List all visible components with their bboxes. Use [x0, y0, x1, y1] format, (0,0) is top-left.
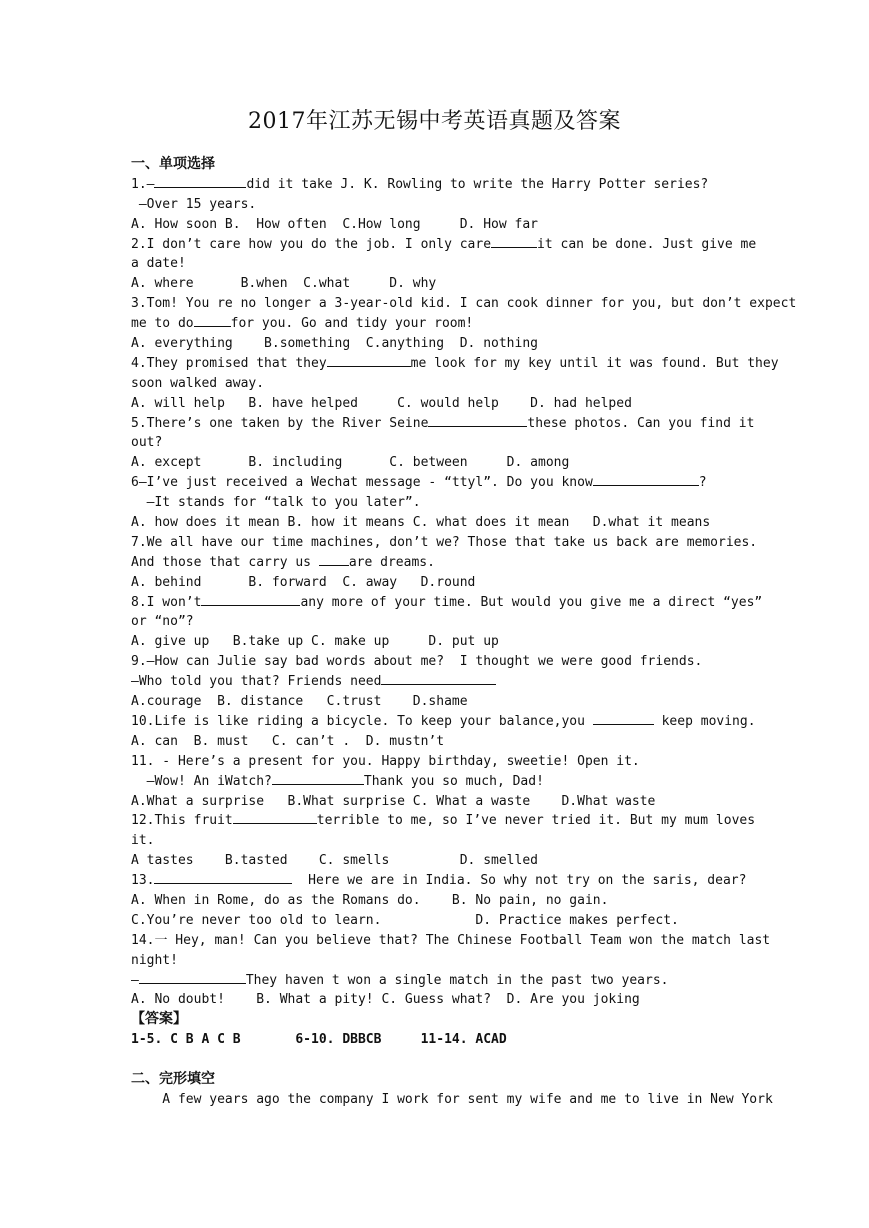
answer-blank — [491, 235, 537, 248]
text-line: —Over 15 years. — [131, 196, 257, 212]
text-line — [131, 314, 741, 334]
text-line: A tastes B.tasted C. smells D. smelled — [131, 853, 538, 869]
text-line: A. how does it mean B. how it means C. what does it mean D.what it means — [131, 515, 711, 531]
text-line: A. where B.when C.what D. why — [131, 276, 437, 292]
text-line: A. everything B.something C.anything D. nothing — [131, 336, 538, 352]
text-line: 14.一 Hey, man! Can you believe that? The Chinese Football Team won the match last — [131, 932, 771, 948]
text-line — [131, 672, 741, 692]
line-text: 10.Life is like riding a bicycle. To keep your balance,you — [131, 713, 593, 729]
line-text: these photos. Can you find it — [527, 415, 755, 431]
answer-blank — [154, 871, 292, 884]
text-line — [131, 772, 741, 792]
text-line: A. give up B.take up C. make up D. put up — [131, 634, 499, 650]
text-line: a date! — [131, 256, 186, 272]
question-list — [131, 175, 797, 1010]
text-line — [131, 414, 755, 434]
answer-blank — [593, 473, 699, 486]
answer-blank — [194, 314, 231, 327]
answer-blank — [593, 712, 654, 725]
text-line — [131, 354, 779, 374]
line-text: are dreams. — [348, 554, 435, 570]
line-text: 2.I don’t care how you do the job. I only care — [131, 236, 492, 252]
text-line — [131, 593, 763, 613]
answer-blank — [139, 971, 246, 984]
document-body — [131, 155, 797, 1110]
answer-blank — [428, 414, 527, 427]
text-line — [131, 473, 741, 493]
text-line — [131, 175, 741, 195]
line-text: did it take J. K. Rowling to write the Harry Potter series? — [246, 176, 709, 192]
answer-blank — [319, 553, 349, 566]
text-line: 7.We all have our time machines, don’t we? Those that take us back are memories. — [131, 534, 758, 550]
answer-key: 1-5. C B A C B 6-10. DBBCB 11-14. ACAD — [131, 1032, 507, 1048]
text-line — [131, 871, 747, 891]
text-line: or “no”? — [131, 614, 194, 630]
line-text: me look for my key until it was found. But they — [410, 355, 779, 371]
line-text: 1.— — [131, 176, 155, 192]
line-text: And those that carry us — [131, 554, 319, 570]
line-text: —Who told you that? Friends need — [131, 674, 382, 690]
answer-blank — [233, 811, 317, 824]
text-line — [131, 235, 757, 255]
line-text: 6—I’ve just received a Wechat message - “ttyl”. Do you know — [131, 475, 593, 491]
page-title: 2017年江苏无锡中考英语真题及答案 — [248, 109, 621, 134]
line-text: Here we are in India. So why not try on the saris, dear? — [292, 873, 747, 889]
line-text: —Wow! An iWatch? — [131, 773, 272, 789]
text-line: —It stands for “talk to you later”. — [131, 495, 421, 511]
text-line: A. behind B. forward C. away D.round — [131, 574, 476, 590]
line-text: for you. Go and tidy your room! — [230, 316, 474, 332]
section-heading-cloze: 二、完形填空 — [131, 1070, 215, 1087]
text-line: A. No doubt! B. What a pity! C. Guess what? D. Are you joking — [131, 992, 640, 1008]
text-line: 9.—How can Julie say bad words about me? I thought we were good friends. — [131, 654, 703, 670]
line-text: 4.They promised that they — [131, 355, 327, 371]
answer-blank — [272, 772, 364, 785]
answer-blank — [381, 672, 496, 685]
text-line: night! — [131, 952, 178, 968]
section-heading-single-choice: 一、单项选择 — [131, 156, 215, 172]
text-line: A.What a surprise B.What surprise C. What a waste D.What waste — [131, 793, 656, 809]
text-line — [131, 553, 741, 573]
answer-blank — [154, 175, 246, 188]
text-line — [131, 712, 756, 732]
text-line — [131, 971, 741, 991]
line-text: keep moving. — [653, 713, 756, 729]
line-text: They haven t won a single match in the past two years. — [245, 972, 669, 988]
line-text: terrible to me, so I’ve never tried it. But my mum loves — [316, 813, 756, 829]
spacer — [131, 1050, 741, 1070]
line-text: it can be done. Just give me — [537, 236, 757, 252]
line-text: 5.There’s one taken by the River Seine — [131, 415, 429, 431]
line-text: 12.This fruit — [131, 813, 233, 829]
line-text: 13. — [131, 873, 155, 889]
text-line: out? — [131, 435, 163, 451]
text-line: A.courage B. distance C.trust D.shame — [131, 694, 468, 710]
text-line: A. can B. must C. can’t . D. mustn’t — [131, 733, 445, 749]
answer-heading: 【答案】 — [131, 1011, 187, 1028]
text-line: 11. - Here’s a present for you. Happy birthday, sweetie! Open it. — [131, 753, 640, 769]
text-line: soon walked away. — [131, 375, 265, 391]
line-text: — — [131, 972, 139, 988]
answer-blank — [201, 593, 300, 606]
line-text: ? — [698, 475, 707, 491]
text-line — [131, 811, 756, 831]
line-text: me to do — [131, 316, 194, 332]
text-line: A. except B. including C. between D. among — [131, 455, 570, 471]
line-text: 8.I won’t — [131, 594, 202, 610]
cloze-first-line: A few years ago the company I work for sent my wife and me to live in New York — [131, 1091, 773, 1107]
line-text: any more of your time. But would you give me a direct “yes” — [300, 594, 763, 610]
text-line: A. will help B. have helped C. would help D. had helped — [131, 395, 632, 411]
text-line: A. How soon B. How often C.How long D. How far — [131, 216, 538, 232]
line-text: Thank you so much, Dad! — [363, 773, 544, 789]
text-line: it. — [131, 833, 155, 849]
text-line: A. When in Rome, do as the Romans do. B. No pain, no gain. — [131, 892, 609, 908]
text-line: 3.Tom! You re no longer a 3-year-old kid. I can cook dinner for you, but don’t expect — [131, 296, 797, 312]
answer-blank — [327, 354, 411, 367]
text-line: C.You’re never too old to learn. D. Practice makes perfect. — [131, 912, 679, 928]
